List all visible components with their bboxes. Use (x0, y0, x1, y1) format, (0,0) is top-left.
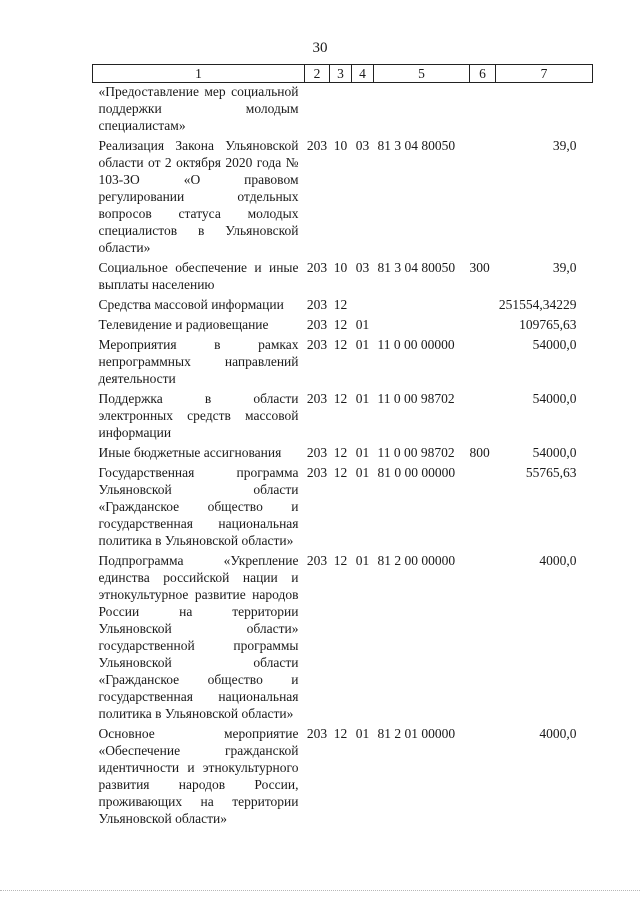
row-subsection (352, 83, 374, 138)
row-expense-type (470, 316, 496, 336)
row-amount: 55765,63 (525, 465, 577, 480)
header-col-4: 4 (352, 65, 374, 83)
row-name: «Предоставление мер социальной поддержки молодым специалистам» (98, 84, 299, 133)
table-row (93, 259, 593, 296)
table-row (93, 336, 593, 390)
row-admin-code: 203 (306, 317, 328, 332)
page-number: 30 (312, 40, 328, 56)
table-row (93, 444, 593, 464)
row-expense-type (470, 296, 496, 316)
row-admin-code: 203 (306, 553, 328, 568)
row-target-article (374, 316, 470, 336)
table-row (93, 316, 593, 336)
row-amount (496, 83, 593, 138)
row-section: 12 (333, 317, 348, 332)
table-row (93, 296, 593, 316)
row-admin-code: 203 (306, 260, 328, 275)
row-target-article: 11 0 00 00000 (377, 337, 455, 352)
row-amount: 54000,0 (532, 445, 577, 460)
table-row (93, 83, 593, 138)
row-subsection: 01 (355, 465, 370, 480)
row-expense-type (470, 390, 496, 444)
row-amount: 4000,0 (539, 553, 577, 568)
row-section: 12 (333, 391, 348, 406)
row-amount: 54000,0 (532, 391, 577, 406)
row-target-article (374, 296, 470, 316)
row-subsection: 01 (355, 391, 370, 406)
row-subsection (352, 296, 374, 316)
row-name: Реализация Закона Ульяновской области от 2 октября 2020 года № 103-ЗО «О правовом регулировании отдельных вопросов статуса молодых специалистов в Ульяновской области» (98, 138, 299, 255)
header-col-2: 2 (305, 65, 330, 83)
row-admin-code: 203 (306, 297, 328, 312)
row-name: Иные бюджетные ассигнования (98, 445, 282, 460)
row-target-article (374, 83, 470, 138)
header-row (93, 65, 593, 83)
row-target-article: 81 0 00 00000 (377, 465, 456, 480)
row-amount: 54000,0 (532, 337, 577, 352)
row-target-article: 11 0 00 98702 (377, 445, 455, 460)
row-admin-code: 203 (306, 138, 328, 153)
row-target-article: 81 2 00 00000 (377, 553, 456, 568)
budget-table (92, 64, 593, 830)
row-target-article: 81 3 04 80050 (377, 138, 456, 153)
row-section: 12 (333, 726, 348, 741)
row-admin-code: 203 (306, 726, 328, 741)
header-col-5: 5 (374, 65, 470, 83)
row-name: Основное мероприятие «Обеспечение гражданской идентичности и этнокультурного развития народов России, проживающих на территории Ульяновской области» (98, 726, 299, 826)
row-name: Государственная программа Ульяновской области «Гражданское общество и государственная национальная политика в Ульяновской области» (98, 465, 299, 548)
row-subsection: 01 (355, 317, 370, 332)
row-expense-type (470, 137, 496, 259)
row-expense-type (470, 552, 496, 725)
row-amount: 4000,0 (539, 726, 577, 741)
row-name: Поддержка в области электронных средств массовой информации (98, 391, 299, 440)
row-admin-code: 203 (306, 337, 328, 352)
row-name: Социальное обеспечение и иные выплаты населению (98, 260, 299, 292)
row-name: Подпрограмма «Укрепление единства российской нации и этнокультурное развитие народов России на территории Ульяновской области» государственной программы Ульяновской области «Гражданское общество и государственная национальная политика в Ульяновской области» (98, 553, 299, 721)
row-subsection: 01 (355, 553, 370, 568)
row-admin-code: 203 (306, 391, 328, 406)
table-row (93, 725, 593, 830)
row-admin-code (305, 83, 330, 138)
row-expense-type: 800 (469, 445, 490, 460)
scan-edge-line (0, 890, 640, 891)
row-section (330, 83, 352, 138)
row-subsection: 01 (355, 726, 370, 741)
row-subsection: 03 (355, 138, 370, 153)
row-admin-code: 203 (306, 465, 328, 480)
row-amount: 251554,34229 (498, 297, 577, 312)
row-amount: 39,0 (552, 138, 577, 153)
row-subsection: 01 (355, 445, 370, 460)
row-expense-type (470, 725, 496, 830)
row-amount: 39,0 (552, 260, 577, 275)
row-section: 12 (333, 297, 348, 312)
row-expense-type (470, 336, 496, 390)
row-name: Средства массовой информации (98, 297, 284, 312)
header-col-3: 3 (330, 65, 352, 83)
row-section: 12 (333, 337, 348, 352)
row-name: Телевидение и радиовещание (98, 317, 269, 332)
row-section: 12 (333, 445, 348, 460)
row-expense-type: 300 (469, 260, 490, 275)
row-amount: 109765,63 (519, 317, 577, 332)
header-col-7: 7 (496, 65, 593, 83)
row-admin-code: 203 (306, 445, 328, 460)
row-name: Мероприятия в рамках непрограммных направлений деятельности (98, 337, 299, 386)
table-row (93, 137, 593, 259)
row-expense-type (470, 464, 496, 552)
table-row (93, 464, 593, 552)
row-section: 10 (333, 260, 348, 275)
row-target-article: 81 2 01 00000 (377, 726, 456, 741)
row-subsection: 03 (355, 260, 370, 275)
header-col-6: 6 (470, 65, 496, 83)
row-section: 12 (333, 553, 348, 568)
row-section: 10 (333, 138, 348, 153)
table-row (93, 552, 593, 725)
row-expense-type (470, 83, 496, 138)
row-section: 12 (333, 465, 348, 480)
row-target-article: 81 3 04 80050 (377, 260, 456, 275)
row-target-article: 11 0 00 98702 (377, 391, 455, 406)
table-row (93, 390, 593, 444)
row-subsection: 01 (355, 337, 370, 352)
header-col-1: 1 (93, 65, 305, 83)
